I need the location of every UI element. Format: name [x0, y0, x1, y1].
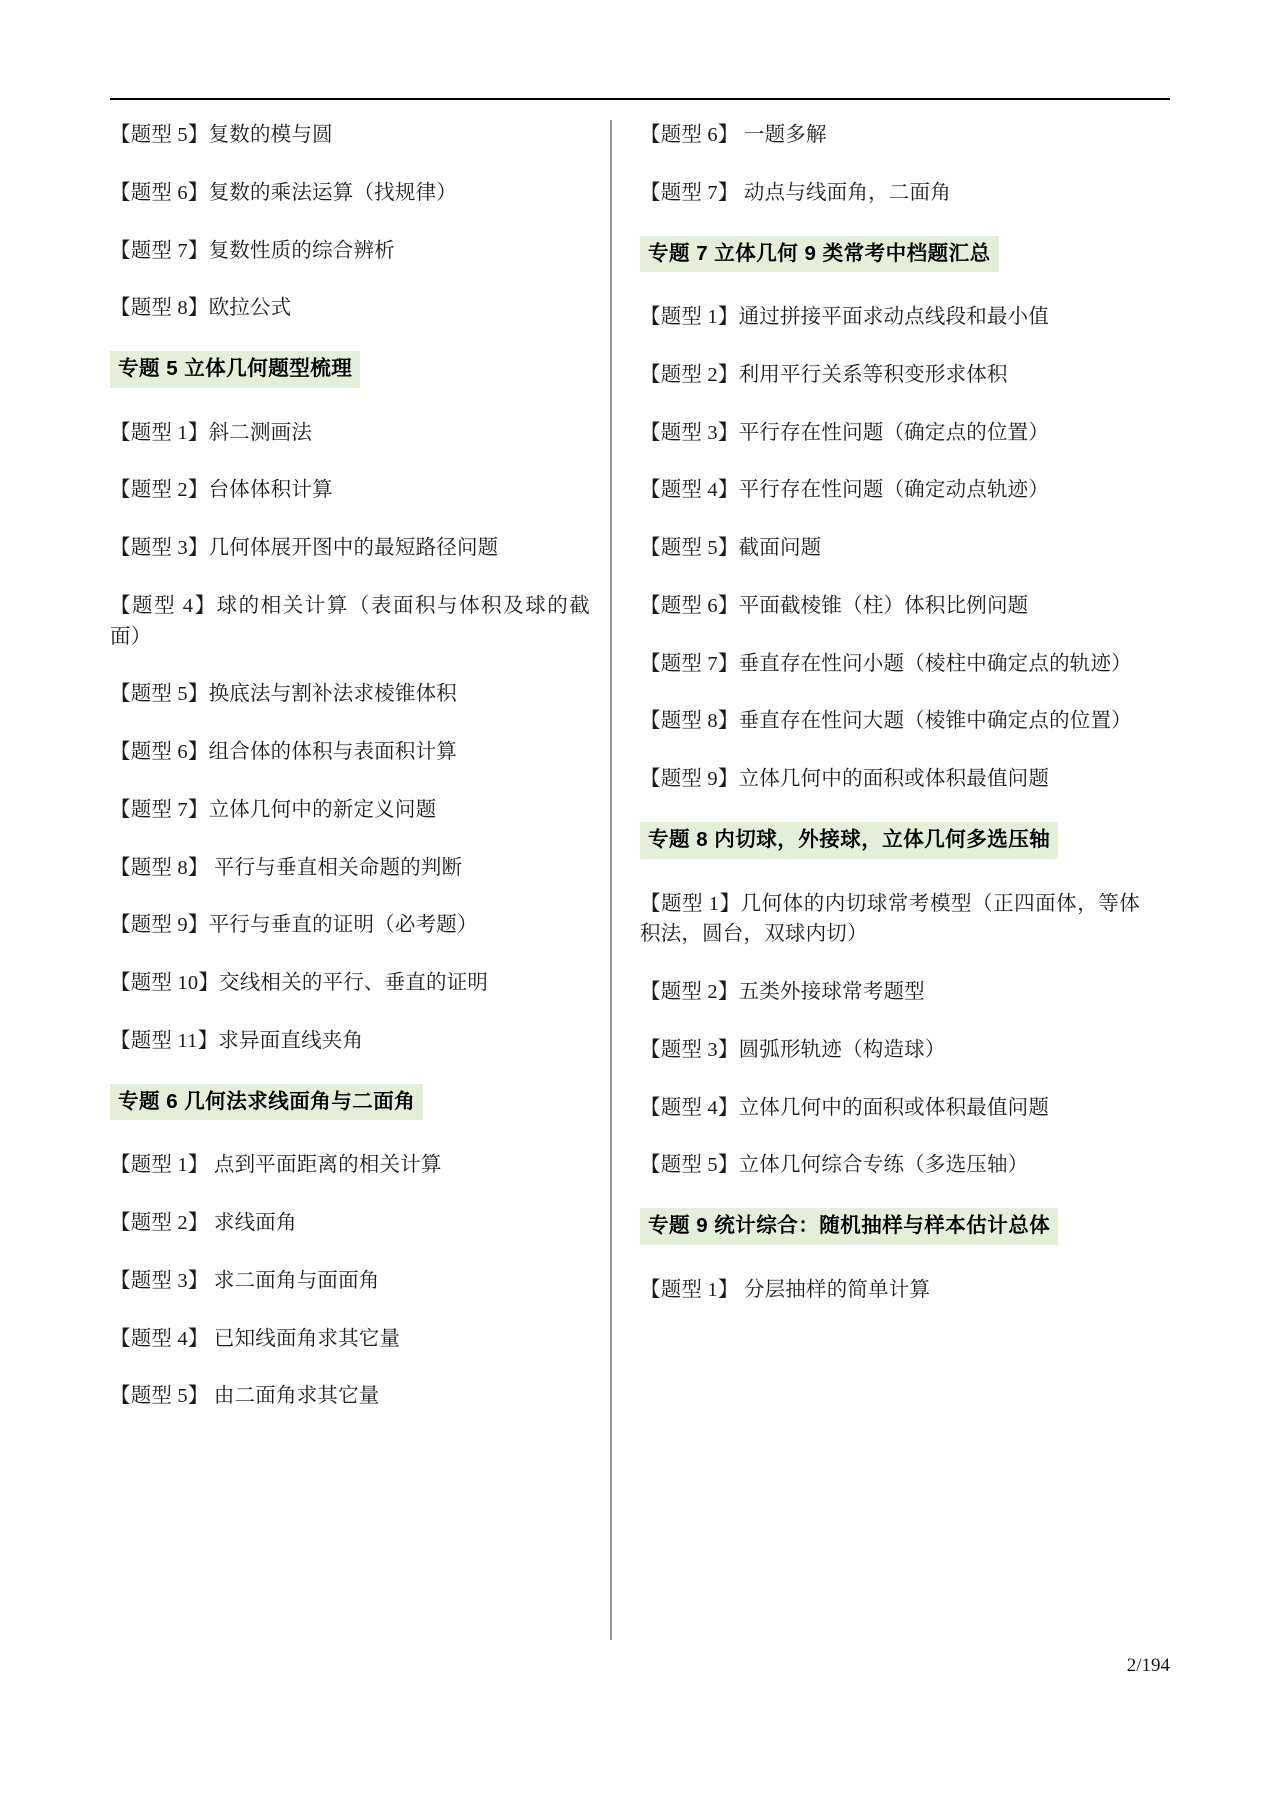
- list-item: 【题型 9】平行与垂直的证明（必考题）: [110, 914, 478, 937]
- section-heading-label: 专题 8 内切球，外接球，立体几何多选压轴: [640, 822, 1058, 859]
- two-column-body: [110, 120, 1170, 1640]
- list-item: 【题型 2】五类外接球常考题型: [640, 981, 925, 1004]
- section-heading: [640, 1208, 1140, 1245]
- list-item: 【题型 5】截面问题: [640, 537, 822, 560]
- list-item: 【题型 5】 由二面角求其它量: [110, 1385, 380, 1408]
- list-item: 【题型 1】通过拼接平面求动点线段和最小值: [640, 306, 1050, 329]
- section-heading: [110, 351, 590, 388]
- list-item: 【题型 5】立体几何综合专练（多选压轴）: [640, 1154, 1029, 1177]
- list-item: 【题型 5】复数的模与圆: [110, 124, 333, 146]
- list-item: 【题型 8】 平行与垂直相关命题的判断: [110, 856, 463, 879]
- list-item: 【题型 1】几何体的内切球常考模型（正四面体，等体积法，圆台，双球内切）: [640, 892, 1140, 946]
- list-item: 【题型 7】 动点与线面角，二面角: [640, 181, 951, 204]
- list-item: 【题型 6】平面截棱锥（柱）体积比例问题: [640, 594, 1029, 617]
- list-item: 【题型 3】平行存在性问题（确定点的位置）: [640, 421, 1050, 444]
- list-item: 【题型 4】球的相关计算（表面积与体积及球的截面）: [110, 594, 590, 648]
- list-item: 【题型 7】复数性质的综合辨析: [110, 239, 395, 262]
- list-item: 【题型 2】台体体积计算: [110, 479, 333, 502]
- list-item: 【题型 6】 一题多解: [640, 124, 827, 146]
- list-item: 【题型 1】 点到平面距离的相关计算: [110, 1154, 442, 1177]
- column-divider: [610, 120, 612, 1640]
- list-item: 【题型 1】 分层抽样的简单计算: [640, 1278, 931, 1301]
- section-heading-label: 专题 5 立体几何题型梳理: [110, 351, 360, 388]
- list-item: 【题型 6】组合体的体积与表面积计算: [110, 741, 457, 764]
- list-item: 【题型 1】斜二测画法: [110, 421, 313, 444]
- list-item: 【题型 4】平行存在性问题（确定动点轨迹）: [640, 479, 1050, 502]
- list-item: 【题型 3】圆弧形轨迹（构造球）: [640, 1038, 946, 1061]
- section-heading: [640, 236, 1140, 273]
- list-item: 【题型 9】立体几何中的面积或体积最值问题: [640, 768, 1050, 791]
- list-item: 【题型 7】垂直存在性问小题（棱柱中确定点的轨迹）: [640, 652, 1132, 675]
- header-rule: [110, 98, 1170, 100]
- list-item: 【题型 6】复数的乘法运算（找规律）: [110, 181, 457, 204]
- list-item: 【题型 10】交线相关的平行、垂直的证明: [110, 972, 489, 995]
- list-item: 【题型 2】 求线面角: [110, 1212, 297, 1235]
- list-item: 【题型 5】换底法与割补法求棱锥体积: [110, 683, 457, 706]
- list-item: 【题型 8】欧拉公式: [110, 297, 292, 320]
- list-item: 【题型 2】利用平行关系等积变形求体积: [640, 363, 1008, 386]
- list-item: 【题型 4】 已知线面角求其它量: [110, 1327, 401, 1350]
- page-number: 2/194: [1126, 1655, 1170, 1676]
- list-item: 【题型 4】立体几何中的面积或体积最值问题: [640, 1096, 1050, 1119]
- section-heading-label: 专题 6 几何法求线面角与二面角: [110, 1084, 423, 1121]
- section-heading-label: 专题 9 统计综合：随机抽样与样本估计总体: [640, 1208, 1058, 1245]
- right-column: [640, 120, 1140, 1640]
- list-item: 【题型 3】 求二面角与面面角: [110, 1269, 380, 1292]
- list-item: 【题型 8】垂直存在性问大题（棱锥中确定点的位置）: [640, 710, 1132, 733]
- list-item: 【题型 11】求异面直线夹角: [110, 1029, 364, 1052]
- list-item: 【题型 3】几何体展开图中的最短路径问题: [110, 537, 499, 560]
- section-heading-label: 专题 7 立体几何 9 类常考中档题汇总: [640, 236, 999, 273]
- list-item: 【题型 7】立体几何中的新定义问题: [110, 798, 437, 821]
- left-column: [110, 120, 610, 1640]
- section-heading: [110, 1084, 590, 1121]
- section-heading: [640, 822, 1140, 859]
